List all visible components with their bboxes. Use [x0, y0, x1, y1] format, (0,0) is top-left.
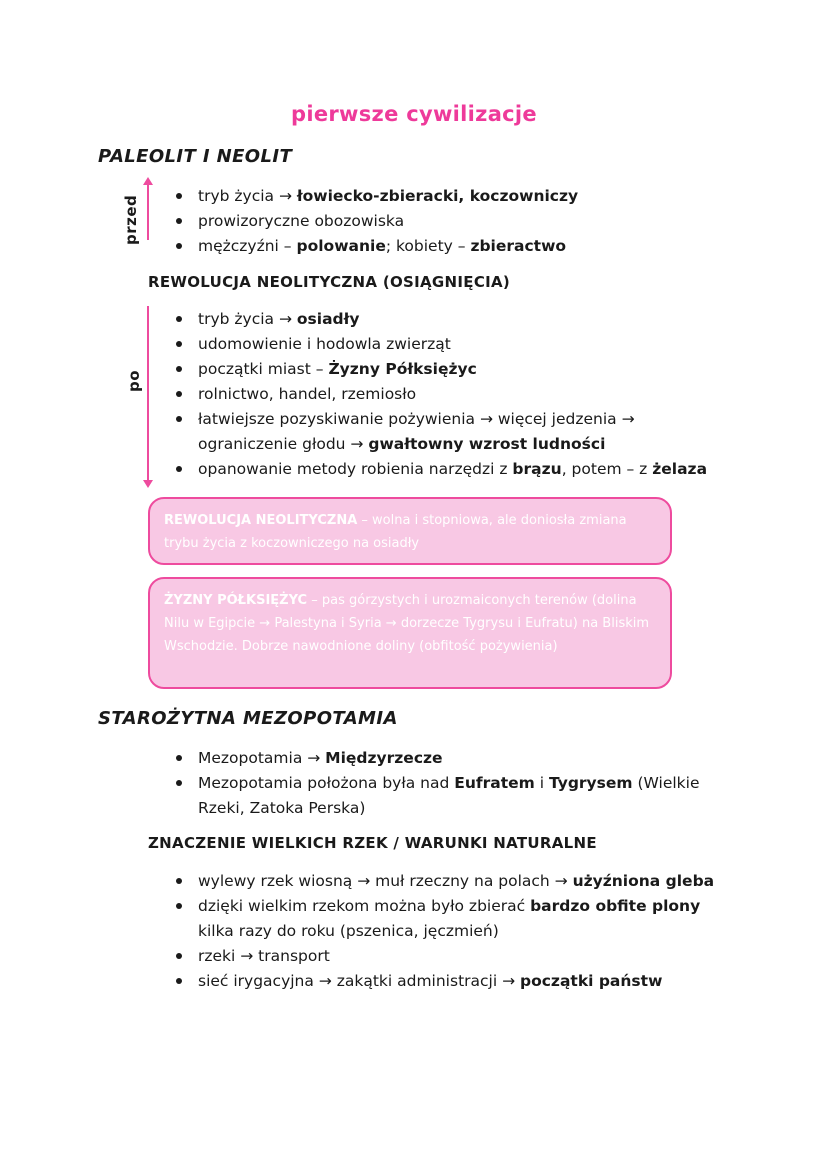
list-item: udomowienie i hodowla zwierząt	[172, 332, 712, 357]
definition-term: ŻYZNY PÓŁKSIĘŻYC	[164, 593, 308, 608]
section-heading-paleolit: PALEOLIT I NEOLIT	[98, 146, 293, 167]
revolution-heading: REWOLUCJA NEOLITYCZNA (OSIĄGNIĘCIA)	[148, 273, 511, 291]
list-item: rzeki → transport	[172, 944, 732, 969]
list-item: prowizoryczne obozowiska	[172, 209, 732, 234]
definition-box-revolution	[148, 497, 672, 565]
definition-text: – pas górzystych i urozmaiconych terenów (dolina Nilu w Egipcie → Palestyna i Syria → dorzecze Tygrysu i Eufratu) na Bliskim Wschodzie. Dobrze nawodnione doliny (obfitość pożywienia)	[164, 593, 650, 654]
after-label: po	[125, 369, 143, 393]
arrow-down-icon	[143, 480, 153, 488]
after-timeline-line	[147, 306, 149, 480]
before-timeline-line	[147, 184, 149, 240]
rivers-heading: ZNACZENIE WIELKICH RZEK / WARUNKI NATURALNE	[148, 834, 597, 852]
list-item: opanowanie metody robienia narzędzi z brązu, potem – z żelaza	[172, 457, 712, 482]
list-item: łatwiejsze pozyskiwanie pożywienia → więcej jedzenia → ograniczenie głodu → gwałtowny wzrost ludności	[172, 407, 712, 457]
list-item: tryb życia → łowiecko-zbieracki, koczowniczy	[172, 184, 732, 209]
list-item: wylewy rzek wiosną → muł rzeczny na polach → użyźniona gleba	[172, 869, 732, 894]
definition-text: – wolna i stopniowa, ale doniosła zmiana trybu życia z koczowniczego na osiadły	[164, 513, 627, 551]
before-label: przed	[122, 194, 140, 245]
definition-term: REWOLUCJA NEOLITYCZNA	[164, 513, 358, 528]
rivers-list	[172, 869, 732, 994]
list-item: mężczyźni – polowanie; kobiety – zbieractwo	[172, 234, 732, 259]
list-item: sieć irygacyjna → zakątki administracji → początki państw	[172, 969, 732, 994]
list-item: Mezopotamia położona była nad Eufratem i Tygrysem (Wielkie Rzeki, Zatoka Perska)	[172, 771, 712, 821]
after-list	[172, 307, 712, 482]
mezopotamia-list	[172, 746, 712, 821]
list-item: dzięki wielkim rzekom można było zbierać bardzo obfite plony kilka razy do roku (pszenica, jęczmień)	[172, 894, 732, 944]
list-item: tryb życia → osiadły	[172, 307, 712, 332]
list-item: początki miast – Żyzny Półksiężyc	[172, 357, 712, 382]
before-label-wrap	[108, 194, 158, 245]
list-item: rolnictwo, handel, rzemiosło	[172, 382, 712, 407]
list-item: Mezopotamia → Międzyrzecze	[172, 746, 712, 771]
section-heading-mezopotamia: STAROŻYTNA MEZOPOTAMIA	[98, 708, 398, 729]
page-title: pierwsze cywilizacje	[291, 102, 537, 126]
definition-box-fertile-crescent	[148, 577, 672, 689]
before-list	[172, 184, 732, 259]
